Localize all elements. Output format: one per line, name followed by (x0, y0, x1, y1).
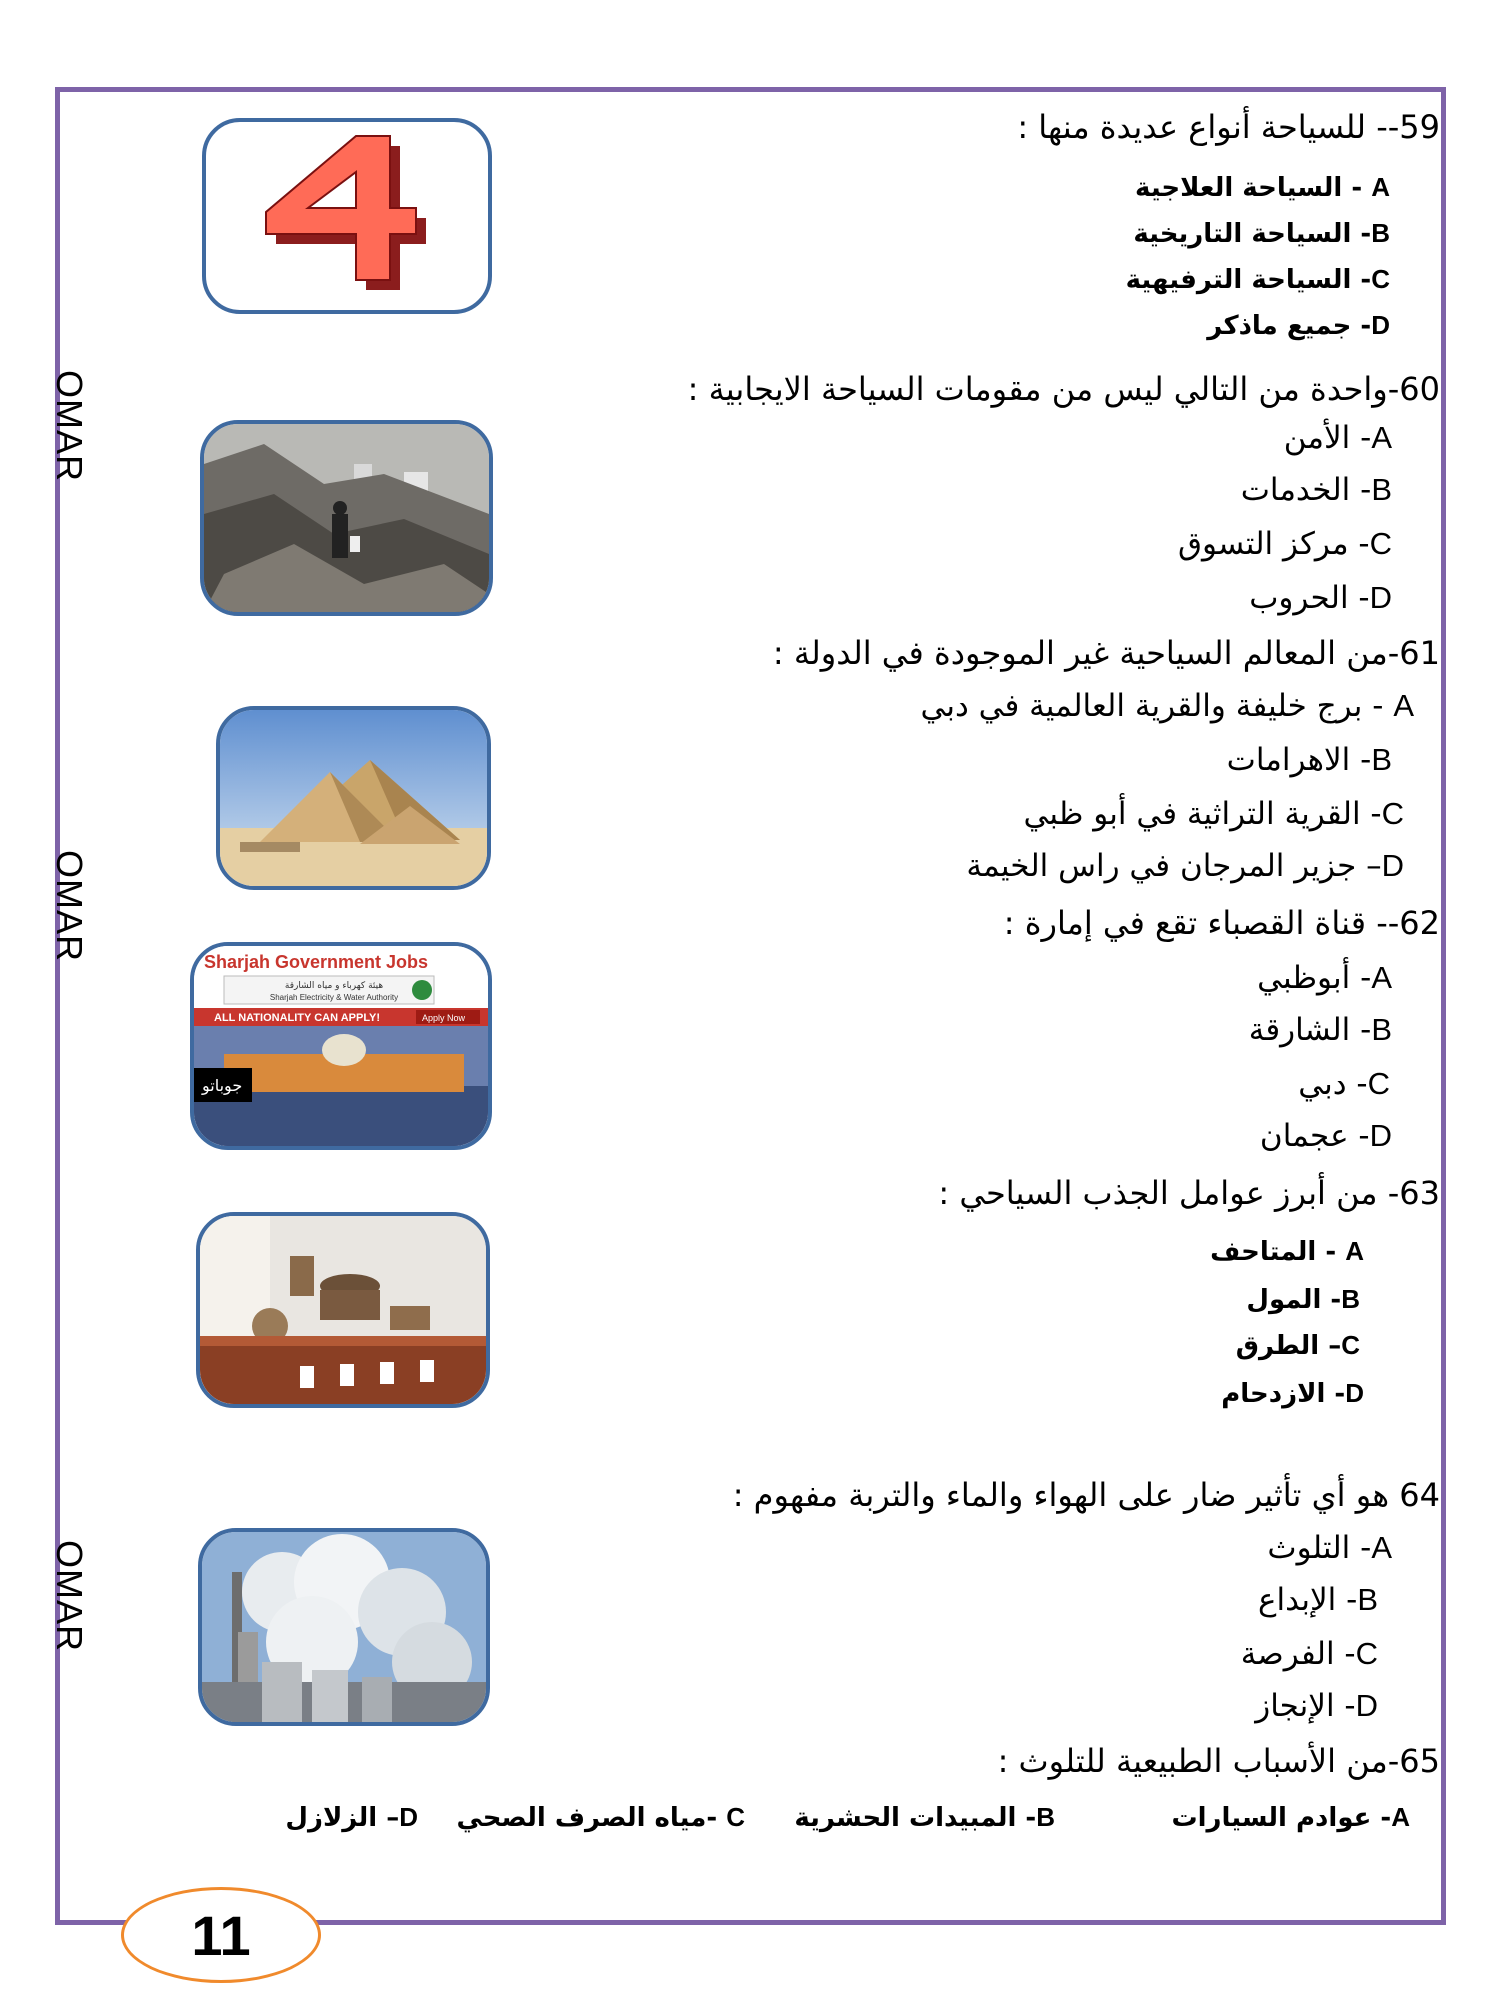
q59-option-c: C- السياحة الترفيهية (1125, 264, 1390, 295)
q60-option-c: C- مركز التسوق (1178, 526, 1392, 562)
q62-option-c: C- دبي (1298, 1066, 1390, 1102)
q61-option-b: B- الاهرامات (1226, 742, 1392, 778)
war-ruins-image (200, 420, 493, 616)
q61-option-c: C- القرية التراثية في أبو ظبي (1023, 796, 1404, 832)
q64-option-c: C- الفرصة (1240, 1636, 1378, 1672)
q59-option-a: A - السياحة العلاجية (1135, 172, 1390, 203)
museum-image (196, 1212, 490, 1408)
q63-option-d: D- الازدحام (1221, 1378, 1364, 1409)
pyramids-image (216, 706, 491, 890)
question-63: 63- من أبرز عوامل الجذب السياحي : (938, 1174, 1440, 1212)
sharjah-jobs-banner (194, 946, 488, 1146)
question-64: 64 هو أي تأثير ضار على الهواء والماء والتربة مفهوم : (732, 1476, 1440, 1514)
q65-option-a: A- عوادم السيارات (1171, 1802, 1410, 1833)
svg-text:هيئة كهرباء و مياه الشارقة: هيئة كهرباء و مياه الشارقة (284, 981, 384, 991)
svg-text:ALL NATIONALITY CAN APPLY!: ALL NATIONALITY CAN APPLY! (214, 1012, 381, 1024)
museum-display-illustration (200, 1216, 486, 1404)
q60-option-b: B- الخدمات (1240, 472, 1392, 508)
q63-option-a: A - المتاحف (1210, 1236, 1364, 1267)
side-label: OMAR (49, 370, 90, 482)
q62-option-a: A- أبوظبي (1257, 960, 1392, 996)
q63-option-b: B- المول (1246, 1284, 1360, 1315)
question-61: 61-من المعالم السياحية غير الموجودة في الدولة : (772, 634, 1440, 672)
q60-option-d: D- الحروب (1249, 580, 1392, 616)
svg-text:Sharjah Government Jobs: Sharjah Government Jobs (204, 952, 429, 972)
pyramids-illustration (220, 710, 487, 886)
q59-option-d: D- جميع ماذكر (1207, 310, 1390, 341)
q65-option-b: B- المبيدات الحشرية (794, 1802, 1055, 1833)
question-59: 59-- للسياحة أنواع عديدة منها : (1017, 108, 1440, 146)
question-65: 65-من الأسباب الطبيعية للتلوث : (997, 1742, 1440, 1780)
number-4-image (202, 118, 492, 314)
q63-option-c: C– الطرق (1235, 1330, 1360, 1361)
q64-option-d: D- الإنجاز (1255, 1688, 1378, 1724)
q64-option-a: A- التلوث (1267, 1530, 1392, 1566)
side-label: OMAR (49, 1540, 90, 1652)
question-60: 60-واحدة من التالي ليس من مقومات السياحة الايجابية : (687, 370, 1440, 408)
q60-option-a: A- الأمن (1283, 420, 1392, 456)
svg-text:جوباتو: جوباتو (202, 1076, 243, 1095)
q62-option-d: D- عجمان (1259, 1118, 1392, 1154)
q65-option-d: D– الزلازل (285, 1802, 418, 1833)
q61-option-a: A - برج خليفة والقرية العالمية في دبي (920, 688, 1414, 724)
q61-option-d: D– جزير المرجان في راس الخيمة (966, 848, 1404, 884)
svg-text:Apply Now: Apply Now (422, 1013, 466, 1023)
q59-option-b: B- السياحة التاريخية (1133, 218, 1390, 249)
q64-option-b: B- الإبداع (1257, 1582, 1378, 1618)
q65-option-c: C -مياه الصرف الصحي (456, 1802, 745, 1833)
side-label: OMAR (49, 850, 90, 962)
smoke-stacks-illustration (202, 1532, 486, 1722)
sharjah-jobs-image (190, 942, 492, 1150)
page-number: 11 (121, 1887, 321, 1983)
q62-option-b: B- الشارقة (1248, 1012, 1392, 1048)
rubble-illustration (204, 424, 489, 612)
question-62: 62-- قناة القصباء تقع في إمارة : (1003, 904, 1440, 942)
factory-pollution-image (198, 1528, 490, 1726)
svg-text:Sharjah Electricity & Water Au: Sharjah Electricity & Water Authority (269, 993, 399, 1002)
number-4-3d-icon (206, 122, 488, 310)
